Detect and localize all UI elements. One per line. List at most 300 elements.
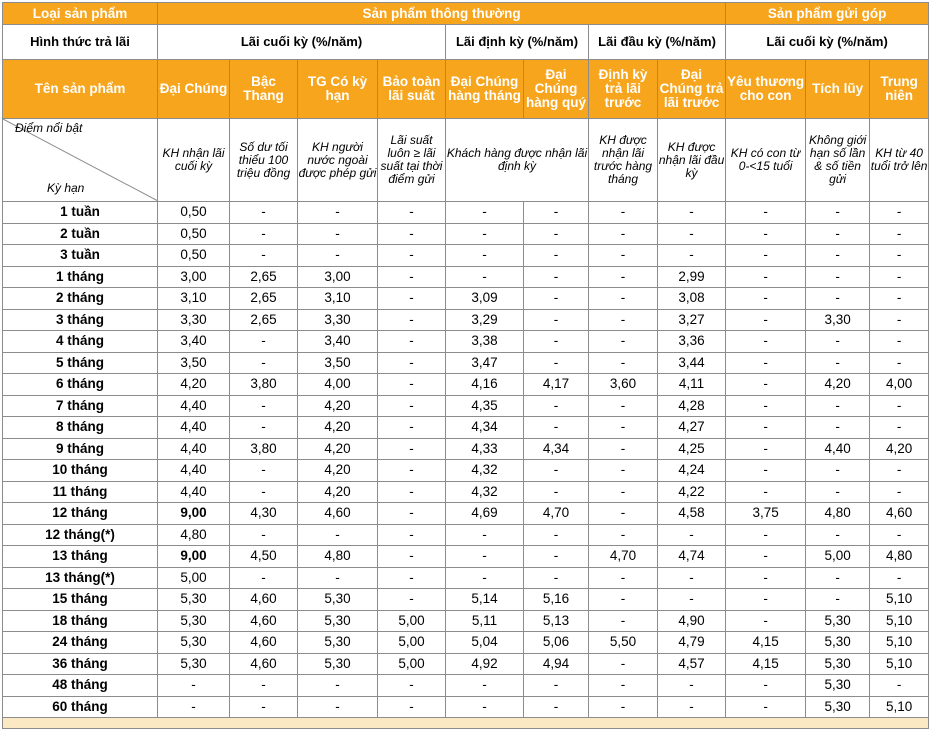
- rate-cell: 5,10: [870, 589, 929, 611]
- rate-cell: 3,09: [446, 288, 524, 310]
- rate-cell: -: [726, 696, 806, 718]
- rate-cell: -: [524, 417, 589, 439]
- rate-cell: 4,92: [446, 653, 524, 675]
- rate-cell: -: [298, 696, 378, 718]
- product-name: Yêu thương cho con: [726, 60, 806, 119]
- rate-cell: -: [298, 245, 378, 267]
- rate-cell: -: [524, 524, 589, 546]
- rate-cell: -: [378, 675, 446, 697]
- rate-cell: 5,06: [524, 632, 589, 654]
- table-row: [3, 395, 929, 417]
- rate-cell: 3,36: [658, 331, 726, 353]
- category-row: [3, 3, 929, 25]
- rate-cell: 4,80: [158, 524, 230, 546]
- rate-cell: -: [524, 696, 589, 718]
- rate-cell: 4,24: [658, 460, 726, 482]
- rate-cell: -: [524, 266, 589, 288]
- rate-cell: 5,30: [158, 653, 230, 675]
- rate-cell: -: [658, 567, 726, 589]
- rate-cell: 5,30: [298, 632, 378, 654]
- rate-cell: 4,70: [589, 546, 658, 568]
- interest-rate-table: [2, 2, 929, 729]
- rate-cell: -: [658, 589, 726, 611]
- rate-cell: 4,32: [446, 460, 524, 482]
- rate-cell: -: [726, 245, 806, 267]
- rate-cell: 5,00: [378, 653, 446, 675]
- rate-cell: 3,10: [158, 288, 230, 310]
- table-row: [3, 567, 929, 589]
- rate-cell: -: [378, 288, 446, 310]
- rate-cell: 4,60: [230, 589, 298, 611]
- rate-cell: -: [446, 202, 524, 224]
- rate-cell: 4,22: [658, 481, 726, 503]
- feature-text: KH từ 40 tuổi trở lên: [870, 119, 929, 202]
- table-row: [3, 309, 929, 331]
- rate-cell: 5,30: [158, 610, 230, 632]
- rate-cell: 5,30: [806, 653, 870, 675]
- rate-cell: -: [298, 567, 378, 589]
- rate-cell: -: [158, 696, 230, 718]
- rate-cell: -: [870, 675, 929, 697]
- payment-type-row: [3, 25, 929, 60]
- table-row: [3, 546, 929, 568]
- rate-cell: -: [589, 653, 658, 675]
- rate-cell: 4,69: [446, 503, 524, 525]
- rate-cell: 3,75: [726, 503, 806, 525]
- rate-cell: 4,16: [446, 374, 524, 396]
- rate-cell: -: [870, 266, 929, 288]
- rate-cell: -: [446, 524, 524, 546]
- rate-cell: -: [589, 503, 658, 525]
- rate-cell: -: [726, 675, 806, 697]
- rate-cell: -: [524, 288, 589, 310]
- term-cell: 6 tháng: [3, 374, 158, 396]
- rate-cell: 4,20: [298, 438, 378, 460]
- rate-cell: -: [726, 546, 806, 568]
- rate-cell: -: [378, 696, 446, 718]
- rate-cell: -: [230, 417, 298, 439]
- feature-text: KH được nhận lãi trước hàng tháng: [589, 119, 658, 202]
- rate-cell: -: [726, 266, 806, 288]
- rate-cell: 3,50: [158, 352, 230, 374]
- rate-cell: -: [378, 546, 446, 568]
- rate-cell: -: [378, 245, 446, 267]
- rate-cell: 5,00: [806, 546, 870, 568]
- rate-cell: 4,60: [870, 503, 929, 525]
- rate-cell: 2,65: [230, 309, 298, 331]
- rate-cell: -: [524, 675, 589, 697]
- product-name: Tích lũy: [806, 60, 870, 119]
- rate-cell: 4,15: [726, 653, 806, 675]
- rate-cell: -: [378, 524, 446, 546]
- rate-cell: 5,14: [446, 589, 524, 611]
- rate-cell: -: [378, 266, 446, 288]
- rate-cell: 4,35: [446, 395, 524, 417]
- rate-cell: -: [806, 331, 870, 353]
- term-cell: 8 tháng: [3, 417, 158, 439]
- rate-cell: 4,57: [658, 653, 726, 675]
- rate-cell: -: [806, 481, 870, 503]
- table-row: [3, 675, 929, 697]
- rate-cell: -: [806, 223, 870, 245]
- feature-text: Không giới hạn số lần & số tiền gửi: [806, 119, 870, 202]
- rate-cell: -: [589, 309, 658, 331]
- rate-cell: -: [589, 481, 658, 503]
- rate-cell: -: [230, 395, 298, 417]
- rate-cell: 4,94: [524, 653, 589, 675]
- rate-cell: -: [524, 309, 589, 331]
- rate-cell: -: [726, 309, 806, 331]
- rate-cell: 5,30: [298, 610, 378, 632]
- rate-cell: -: [726, 352, 806, 374]
- rate-cell: -: [378, 395, 446, 417]
- rate-cell: -: [298, 675, 378, 697]
- rate-cell: 3,30: [298, 309, 378, 331]
- product-name: Đại Chúng hàng quý: [524, 60, 589, 119]
- regular-products-label: Sản phẩm thông thường: [158, 3, 726, 25]
- rate-cell: -: [726, 374, 806, 396]
- rate-cell: 4,74: [658, 546, 726, 568]
- rate-cell: -: [870, 417, 929, 439]
- rate-cell: -: [870, 223, 929, 245]
- rate-cell: 4,40: [158, 460, 230, 482]
- term-cell: 12 tháng(*): [3, 524, 158, 546]
- rate-cell: 4,34: [524, 438, 589, 460]
- rate-cell: 5,30: [158, 632, 230, 654]
- rate-cell: 4,17: [524, 374, 589, 396]
- rate-cell: 3,47: [446, 352, 524, 374]
- rate-cell: -: [726, 331, 806, 353]
- rate-cell: 5,04: [446, 632, 524, 654]
- rate-cell: -: [589, 610, 658, 632]
- features-corner-cell: [3, 119, 158, 202]
- rate-cell: 2,99: [658, 266, 726, 288]
- table-row: [3, 481, 929, 503]
- rate-cell: -: [726, 202, 806, 224]
- rate-cell: -: [446, 266, 524, 288]
- rate-cell: -: [589, 223, 658, 245]
- rate-cell: -: [230, 223, 298, 245]
- rate-cell: 5,10: [870, 653, 929, 675]
- rate-cell: 4,00: [298, 374, 378, 396]
- rate-cell: -: [658, 245, 726, 267]
- rate-cell: -: [524, 202, 589, 224]
- rate-cell: 0,50: [158, 223, 230, 245]
- rate-cell: 4,33: [446, 438, 524, 460]
- term-cell: 10 tháng: [3, 460, 158, 482]
- rate-cell: 5,00: [158, 567, 230, 589]
- rate-cell: 4,20: [870, 438, 929, 460]
- table-row: [3, 589, 929, 611]
- rate-cell: -: [589, 266, 658, 288]
- rate-cell: -: [446, 675, 524, 697]
- rate-cell: -: [446, 567, 524, 589]
- rate-cell: 5,10: [870, 610, 929, 632]
- product-name: Đại Chúng: [158, 60, 230, 119]
- rate-cell: 4,80: [298, 546, 378, 568]
- rate-cell: -: [589, 438, 658, 460]
- rate-cell: 3,10: [298, 288, 378, 310]
- rate-cell: -: [378, 503, 446, 525]
- term-cell: 18 tháng: [3, 610, 158, 632]
- rate-cell: 3,27: [658, 309, 726, 331]
- table-row: [3, 352, 929, 374]
- rate-cell: 3,60: [589, 374, 658, 396]
- rate-cell: -: [806, 202, 870, 224]
- rate-cell: -: [230, 331, 298, 353]
- rate-cell: -: [589, 417, 658, 439]
- table-footer-strip: [3, 718, 929, 729]
- rate-cell: 5,16: [524, 589, 589, 611]
- rate-cell: 4,40: [158, 395, 230, 417]
- rate-cell: -: [524, 546, 589, 568]
- rate-cell: 4,40: [806, 438, 870, 460]
- rate-cell: 2,65: [230, 288, 298, 310]
- term-cell: 5 tháng: [3, 352, 158, 374]
- table-row: [3, 223, 929, 245]
- rate-cell: 4,58: [658, 503, 726, 525]
- product-name-label: Tên sản phẩm: [3, 60, 158, 119]
- rate-cell: 9,00: [158, 546, 230, 568]
- feature-text: KH nhận lãi cuối kỳ: [158, 119, 230, 202]
- table-row: [3, 653, 929, 675]
- rate-cell: 4,20: [298, 395, 378, 417]
- rate-cell: -: [726, 395, 806, 417]
- rate-cell: 0,50: [158, 245, 230, 267]
- rate-cell: 3,80: [230, 374, 298, 396]
- rate-cell: 3,44: [658, 352, 726, 374]
- rate-cell: -: [726, 610, 806, 632]
- rate-cell: -: [524, 395, 589, 417]
- rate-cell: -: [589, 460, 658, 482]
- table-row: [3, 610, 929, 632]
- rate-cell: -: [806, 245, 870, 267]
- rate-cell: 5,30: [806, 610, 870, 632]
- rate-cell: 4,40: [158, 438, 230, 460]
- rate-cell: -: [870, 202, 929, 224]
- rate-cell: 2,65: [230, 266, 298, 288]
- table-row: [3, 288, 929, 310]
- rate-cell: 3,29: [446, 309, 524, 331]
- term-cell: 15 tháng: [3, 589, 158, 611]
- product-type-label: Loại sản phẩm: [3, 3, 158, 25]
- rate-cell: 4,40: [158, 481, 230, 503]
- product-names-row: [3, 60, 929, 119]
- rate-cell: 4,15: [726, 632, 806, 654]
- payment-type-label: Hình thức trả lãi: [3, 25, 158, 60]
- rate-cell: 4,32: [446, 481, 524, 503]
- rate-cell: -: [589, 288, 658, 310]
- rate-cell: 9,00: [158, 503, 230, 525]
- rate-cell: 5,30: [806, 696, 870, 718]
- rate-cell: -: [298, 223, 378, 245]
- rate-cell: 4,50: [230, 546, 298, 568]
- term-cell: 60 tháng: [3, 696, 158, 718]
- rate-cell: 4,20: [298, 481, 378, 503]
- rate-cell: -: [806, 589, 870, 611]
- rate-cell: -: [870, 245, 929, 267]
- rate-cell: -: [230, 352, 298, 374]
- rate-cell: 5,30: [298, 653, 378, 675]
- rate-cell: -: [230, 481, 298, 503]
- rate-cell: -: [524, 223, 589, 245]
- rate-cell: -: [870, 567, 929, 589]
- rate-cell: -: [726, 460, 806, 482]
- product-name: Đại Chúng trả lãi trước: [658, 60, 726, 119]
- rate-cell: 3,08: [658, 288, 726, 310]
- rate-cell: -: [806, 460, 870, 482]
- table-row: [3, 696, 929, 718]
- feature-text: KH được nhận lãi đầu kỳ: [658, 119, 726, 202]
- rate-cell: -: [589, 352, 658, 374]
- rate-cell: 4,30: [230, 503, 298, 525]
- rate-cell: -: [870, 460, 929, 482]
- rate-cell: 4,40: [158, 417, 230, 439]
- rate-cell: -: [806, 352, 870, 374]
- table-row: [3, 460, 929, 482]
- rate-cell: -: [378, 589, 446, 611]
- table-row: [3, 503, 929, 525]
- rate-cell: -: [726, 438, 806, 460]
- rate-cell: 3,30: [806, 309, 870, 331]
- rate-cell: 3,50: [298, 352, 378, 374]
- rate-cell: 5,50: [589, 632, 658, 654]
- term-label: Kỳ hạn: [47, 181, 85, 195]
- rate-cell: 3,38: [446, 331, 524, 353]
- rate-cell: -: [870, 395, 929, 417]
- term-cell: 2 tuần: [3, 223, 158, 245]
- rate-cell: 3,00: [298, 266, 378, 288]
- rate-cell: -: [870, 481, 929, 503]
- rate-cell: 4,28: [658, 395, 726, 417]
- feature-text: KH có con từ 0-<15 tuổi: [726, 119, 806, 202]
- rate-cell: -: [726, 417, 806, 439]
- rate-cell: 5,30: [298, 589, 378, 611]
- rate-cell: -: [524, 352, 589, 374]
- rate-cell: 4,34: [446, 417, 524, 439]
- rate-cell: 4,90: [658, 610, 726, 632]
- rate-cell: -: [230, 675, 298, 697]
- rate-cell: -: [158, 675, 230, 697]
- rate-cell: 3,80: [230, 438, 298, 460]
- rate-cell: 5,00: [378, 610, 446, 632]
- rate-cell: -: [378, 481, 446, 503]
- feature-text: Khách hàng được nhận lãi định kỳ: [446, 119, 589, 202]
- rate-cell: -: [378, 202, 446, 224]
- rate-cell: -: [378, 374, 446, 396]
- highlights-label: Điểm nổi bật: [15, 121, 83, 135]
- rate-cell: -: [870, 309, 929, 331]
- rate-cell: -: [524, 460, 589, 482]
- rate-cell: -: [230, 245, 298, 267]
- feature-text: KH người nước ngoài được phép gửi: [298, 119, 378, 202]
- rate-cell: -: [230, 524, 298, 546]
- rate-cell: 4,20: [806, 374, 870, 396]
- term-cell: 3 tuần: [3, 245, 158, 267]
- product-name: Định kỳ trả lãi trước: [589, 60, 658, 119]
- table-row: [3, 632, 929, 654]
- table-row: [3, 331, 929, 353]
- rate-cell: -: [589, 589, 658, 611]
- rate-cell: -: [726, 223, 806, 245]
- feature-text: Lãi suất luôn ≥ lãi suất tại thời điểm gửi: [378, 119, 446, 202]
- term-cell: 13 tháng(*): [3, 567, 158, 589]
- rate-cell: 3,40: [298, 331, 378, 353]
- rate-cell: -: [230, 460, 298, 482]
- rate-cell: -: [658, 202, 726, 224]
- rate-cell: 4,00: [870, 374, 929, 396]
- rate-cell: -: [230, 696, 298, 718]
- rate-cell: 4,11: [658, 374, 726, 396]
- rate-cell: -: [726, 589, 806, 611]
- rate-cell: -: [524, 245, 589, 267]
- term-cell: 48 tháng: [3, 675, 158, 697]
- rate-cell: -: [726, 481, 806, 503]
- rate-cell: -: [378, 438, 446, 460]
- rate-cell: -: [870, 331, 929, 353]
- rate-cell: -: [806, 524, 870, 546]
- rate-cell: 4,60: [230, 653, 298, 675]
- term-cell: 12 tháng: [3, 503, 158, 525]
- rate-cell: 5,10: [870, 632, 929, 654]
- term-cell: 1 tuần: [3, 202, 158, 224]
- product-name: Trung niên: [870, 60, 929, 119]
- table-row: [3, 417, 929, 439]
- rate-cell: -: [589, 675, 658, 697]
- rate-cell: -: [870, 524, 929, 546]
- rate-cell: 5,30: [806, 675, 870, 697]
- upfront-label: Lãi đầu kỳ (%/năm): [589, 25, 726, 60]
- term-cell: 24 tháng: [3, 632, 158, 654]
- rate-cell: 4,60: [298, 503, 378, 525]
- installment-products-label: Sản phẩm gửi góp: [726, 3, 929, 25]
- rate-cell: -: [870, 352, 929, 374]
- product-name: Bậc Thang: [230, 60, 298, 119]
- rate-cell: 4,20: [298, 417, 378, 439]
- periodic-label: Lãi định kỳ (%/năm): [446, 25, 589, 60]
- rate-cell: -: [806, 288, 870, 310]
- rate-cell: 4,25: [658, 438, 726, 460]
- rate-cell: -: [658, 696, 726, 718]
- rate-cell: -: [870, 288, 929, 310]
- term-cell: 11 tháng: [3, 481, 158, 503]
- term-cell: 7 tháng: [3, 395, 158, 417]
- table-row: [3, 374, 929, 396]
- term-cell: 4 tháng: [3, 331, 158, 353]
- product-name: Bảo toàn lãi suất: [378, 60, 446, 119]
- table-row: [3, 438, 929, 460]
- rate-cell: -: [446, 245, 524, 267]
- rate-cell: -: [446, 696, 524, 718]
- rate-cell: 5,13: [524, 610, 589, 632]
- product-name: TG Có kỳ hạn: [298, 60, 378, 119]
- rate-cell: 4,79: [658, 632, 726, 654]
- rate-cell: 5,30: [806, 632, 870, 654]
- rate-cell: -: [378, 417, 446, 439]
- term-cell: 13 tháng: [3, 546, 158, 568]
- table-row: [3, 202, 929, 224]
- rate-cell: -: [589, 567, 658, 589]
- rate-cell: -: [378, 460, 446, 482]
- table-row: [3, 245, 929, 267]
- term-cell: 2 tháng: [3, 288, 158, 310]
- rate-cell: -: [589, 202, 658, 224]
- rate-cell: 4,60: [230, 632, 298, 654]
- rate-cell: -: [446, 223, 524, 245]
- rate-cell: -: [658, 524, 726, 546]
- rate-cell: -: [726, 567, 806, 589]
- rate-cell: -: [378, 331, 446, 353]
